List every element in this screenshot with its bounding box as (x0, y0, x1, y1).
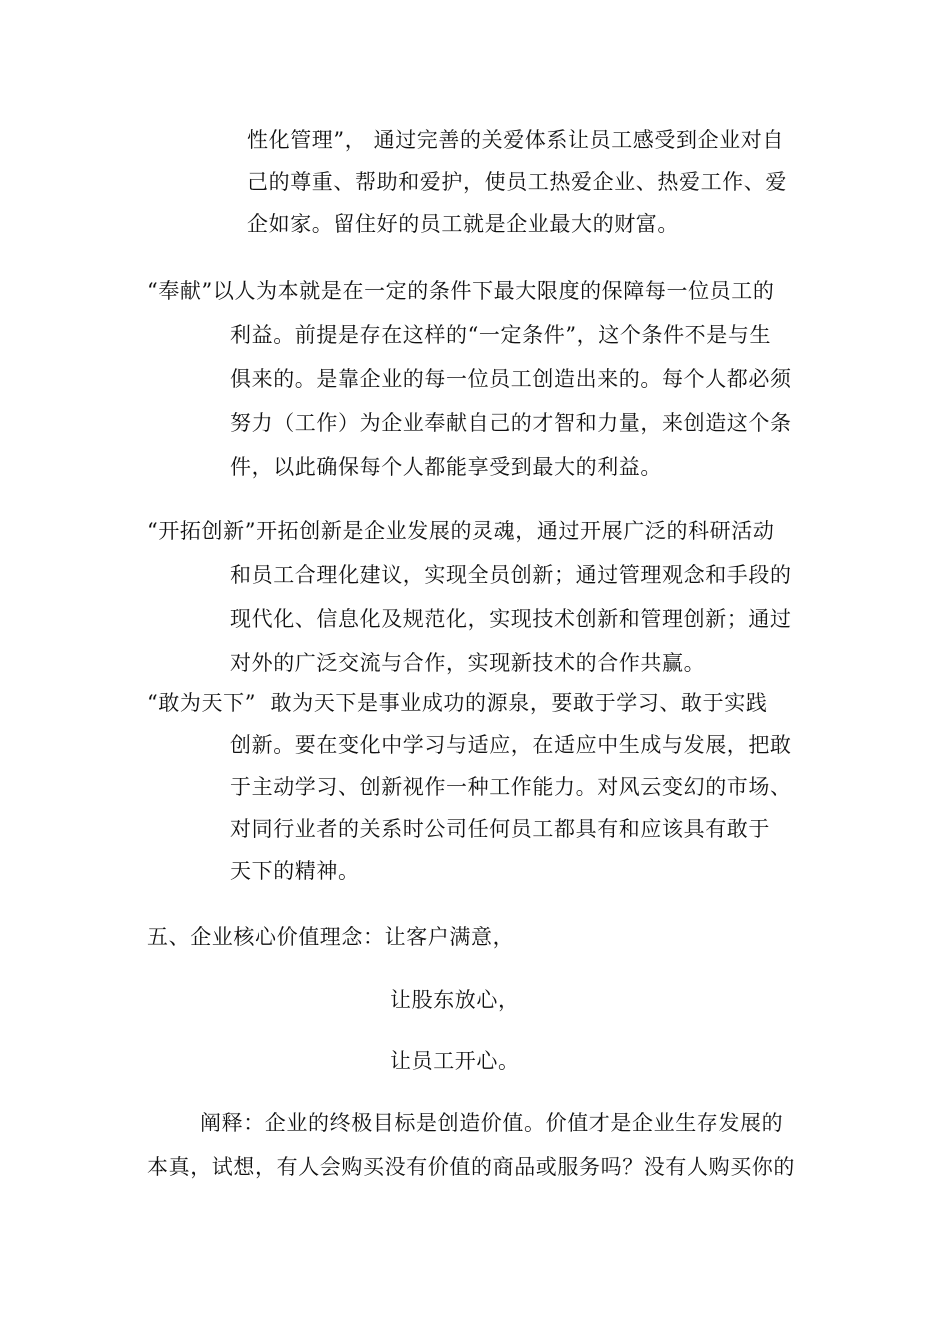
section-heading: 五、企业核心价值理念：让客户满意， (147, 925, 515, 949)
text-line: 和员工合理化建议，实现全员创新；通过管理观念和手段的 (230, 563, 792, 587)
text-line: 天下的精神。 (230, 859, 360, 883)
text-line: 利益。前提是存在这样的“一定条件”，这个条件不是与生 (230, 323, 772, 347)
text-line: 现代化、信息化及规范化，实现技术创新和管理创新；通过 (230, 607, 792, 631)
text-line: “开拓创新”开拓创新是企业发展的灵魂，通过开展广泛的科研活动 (147, 519, 775, 543)
text-line: 对同行业者的关系时公司任何员工都具有和应该具有敢于 (230, 817, 770, 841)
text-line: 让员工开心。 (390, 1049, 520, 1073)
text-line: “奉献”以人为本就是在一定的条件下最大限度的保障每一位员工的 (147, 279, 775, 303)
text-line: 本真，试想，有人会购买没有价值的商品或服务吗？没有人购买你的 (147, 1155, 795, 1179)
text-line: 对外的广泛交流与合作，实现新技术的合作共赢。 (230, 651, 706, 675)
text-line: 己的尊重、帮助和爱护，使员工热爱企业、热爱工作、爱 (247, 170, 787, 194)
text-line: “敢为天下” 敢为天下是事业成功的源泉，要敢于学习、敢于实践 (147, 691, 768, 715)
text-line: 创新。要在变化中学习与适应，在适应中生成与发展，把敢 (230, 733, 792, 757)
text-line: 件，以此确保每个人都能享受到最大的利益。 (230, 455, 662, 479)
text-line: 性化管理”， 通过完善的关爱体系让员工感受到企业对自 (247, 128, 785, 152)
text-line: 俱来的。是靠企业的每一位员工创造出来的。每个人都必须 (230, 367, 792, 391)
text-line: 努力（工作）为企业奉献自己的才智和力量，来创造这个条 (230, 411, 792, 435)
text-line: 阐释：企业的终极目标是创造价值。价值才是企业生存发展的 (200, 1111, 784, 1135)
text-line: 让股东放心， (390, 988, 520, 1012)
text-line: 企如家。留住好的员工就是企业最大的财富。 (247, 212, 679, 236)
text-line: 于主动学习、创新视作一种工作能力。对风云变幻的市场、 (230, 775, 792, 799)
